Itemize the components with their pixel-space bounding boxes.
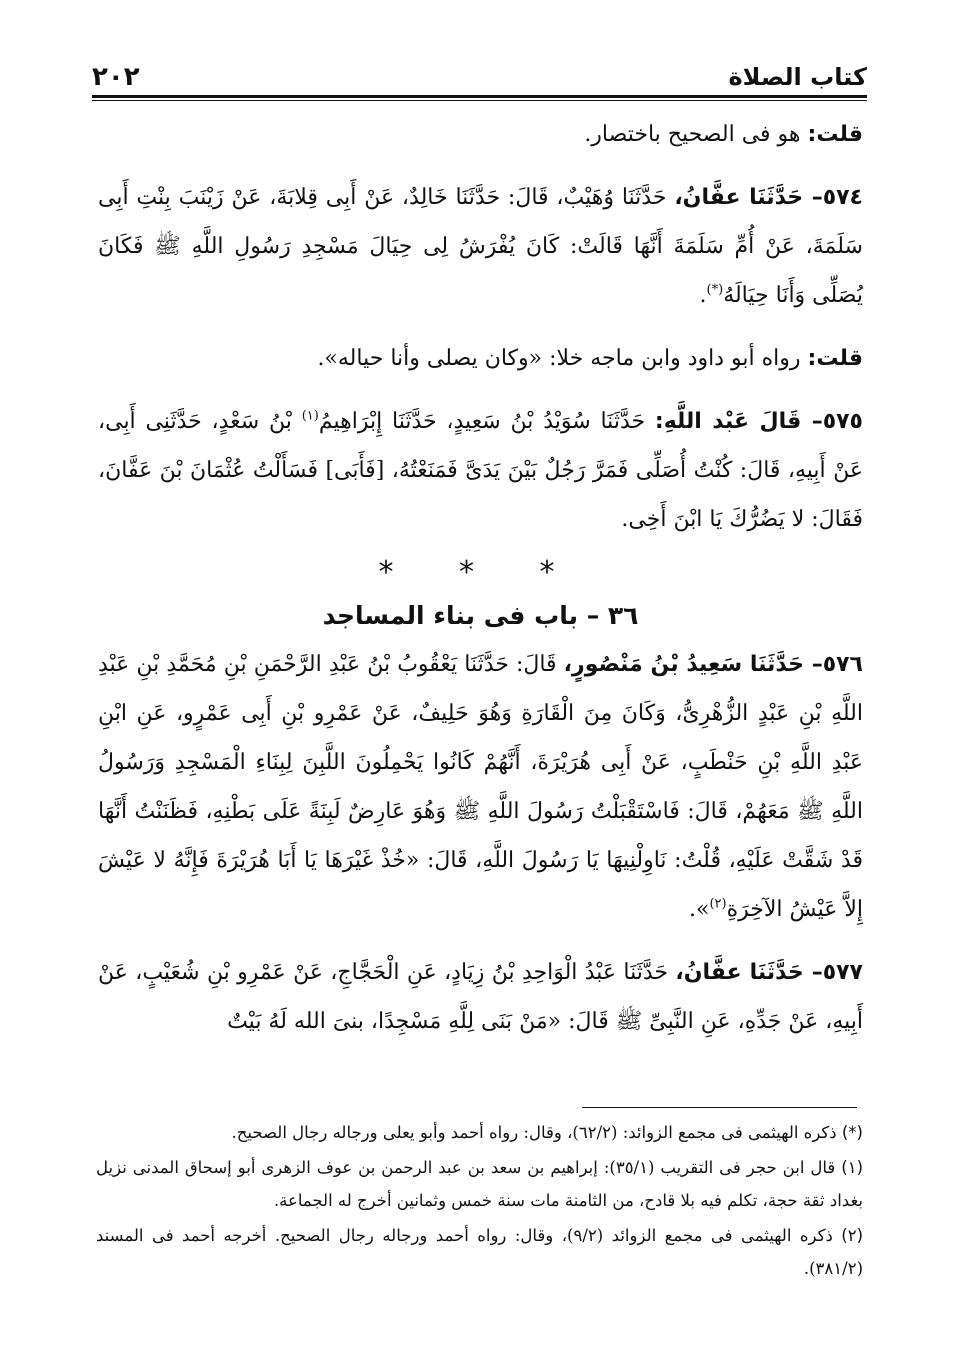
hadith-number: ٥٧٦– حَدَّثَنَا سَعِيدُ بْنُ مَنْصُورٍ، xyxy=(563,652,863,677)
hadith-576 xyxy=(98,640,863,934)
hadith-text: قَالَ: حَدَّثَنَا يَعْقُوبُ بْنُ عَبْدِ الرَّحْمَنِ بْنِ مُحَمَّدِ بْنِ عَبْدِ اللَّهِ بْنِ عَبْدٍ الزُّهْرِىُّ، وَكَانَ مِنَ الْقَارَةِ وَهُوَ حَلِيفٌ، عَنْ عَمْرِو بْنِ أَبِى عَمْرٍو، عَنِ ابْنِ عَبْدِ اللَّهِ بْنِ حَنْطَبٍ، عَنْ أَبِى هُرَيْرَةَ، أَنَّهُمْ كَانُوا يَحْمِلُونَ اللَّبِنَ لِبِنَاءِ الْمَسْجِدِ وَرَسُولُ اللَّهِ ﷺ مَعَهُمْ، قَالَ: فَاسْتَقْبَلْتُ رَسُولَ اللَّهِ ﷺ وَهُوَ عَارِضٌ لَبِنَةً عَلَى بَطْنِهِ، فَظَنَنْتُ أَنَّهَا قَدْ شَقَّتْ عَلَيْهِ، قُلْتُ: نَاوِلْنِيهَا يَا رَسُولَ اللَّهِ، قَالَ: «خُذْ غَيْرَهَا يَا أَبَا هُرَيْرَةَ فَإِنَّهُ لا عَيْشَ إِلاَّ عَيْشُ الآخِرَةِ xyxy=(98,652,863,922)
footnote-1 xyxy=(96,1151,863,1217)
paragraph-note-1 xyxy=(98,110,863,159)
footnote-star xyxy=(96,1116,863,1149)
hadith-575 xyxy=(98,397,863,544)
footnote-mark: (١) xyxy=(841,1158,863,1177)
paragraph-lead: قلت: xyxy=(807,122,863,147)
footnote-marker: (٢) xyxy=(709,896,727,912)
section-separator: * * * xyxy=(378,555,583,590)
main-text xyxy=(98,110,863,1060)
hadith-number: ٥٧٤– حَدَّثَنَا عفَّانُ، xyxy=(674,185,863,210)
hadith-text: حَدَّثَنَا عَبْدُ الْوَاحِدِ بْنُ زِيَادٍ، عَنِ الْحَجَّاجِ، عَنْ عَمْرِو بْنِ شُعَيْبٍ، عَنْ أَبِيهِ، عَنْ جَدِّهِ، عَنِ النَّبِىِّ ﷺ قَالَ: «مَنْ بَنَى لِلَّهِ مَسْجِدًا، بنىَ الله لَهُ بَيْتٌ xyxy=(98,960,863,1034)
footnote-marker: (*) xyxy=(706,282,724,298)
page-header xyxy=(92,52,867,92)
book-title: كتاب الصلاة xyxy=(728,63,867,91)
hadith-text-continued: بْنُ سَعْدٍ، حَدَّثَنِى أَبِى، عَنْ أَبِيهِ، قَالَ: كُنْتُ أُصَلِّى فَمَرَّ رَجُلٌ بَيْنَ يَدَىَّ فَمَنَعْتُهُ، [فَأَبَى] فَسَأَلْتُ عُثْمَانَ بْنَ عَفَّانَ، فَقَالَ: لا يَضُرُّكَ يَا ابْنَ أَخِى. xyxy=(98,409,863,532)
hadith-end: . xyxy=(699,283,707,308)
hadith-574 xyxy=(98,173,863,320)
footnote-text: قال ابن حجر فى التقريب (٣٥/١): إبراهيم بن سعد بن عبد الرحمن بن عوف الزهرى أبو إسحاق المدنى نزيل بغداد ثقة حجة، تكلم فيه بلا قادح، من الثامنة مات سنة خمس وثمانين أخرج له الجماعة. xyxy=(96,1158,863,1210)
paragraph-lead: قلت: xyxy=(807,346,863,371)
footnote-mark: (٢) xyxy=(841,1226,863,1245)
hadith-text: حَدَّثَنَا وُهَيْبٌ، قَالَ: حَدَّثَنَا خَالِدٌ، عَنْ أَبِى قِلابَةَ، عَنْ زَيْنَبَ بِنْتِ أَبِى سَلَمَةَ، عَنْ أُمِّ سَلَمَةَ أَنَّهَا قَالَتْ: كَانَ يُفْرَشُ لِى حِيَالَ مَسْجِدِ رَسُولِ اللَّهِ ﷺ فَكَانَ يُصَلِّى وَأَنَا حِيَالَهُ xyxy=(98,185,863,308)
footnote-text: ذكره الهيثمى فى مجمع الزوائد: (٦٢/٢)، وقال: رواه أحمد وأبو يعلى ورجاله رجال الصحيح. xyxy=(231,1123,842,1142)
hadith-577 xyxy=(98,948,863,1046)
header-rule xyxy=(92,95,867,101)
paragraph-text: رواه أبو داود وابن ماجه خلا: «وكان يصلى وأنا حياله». xyxy=(317,346,808,371)
footnote-text: ذكره الهيثمى فى مجمع الزوائد (٩/٢)، وقال: رواه أحمد ورجاله رجال الصحيح. أخرجه أحمد فى المسند (٣٨١/٢). xyxy=(96,1226,863,1278)
page-number: ٢٠٢ xyxy=(92,62,140,92)
hadith-number: ٥٧٥– قَالَ عَبْد اللَّهِ: xyxy=(654,409,863,434)
hadith-end: ». xyxy=(689,897,710,922)
footnote-mark: (*) xyxy=(841,1123,863,1142)
paragraph-text: هو فى الصحيح باختصار. xyxy=(584,122,808,147)
chapter-heading: ٣٦ – باب فى بناء المساجد xyxy=(322,601,639,630)
footnote-rule xyxy=(582,1107,857,1108)
footnote-2 xyxy=(96,1219,863,1285)
paragraph-note-2 xyxy=(98,334,863,383)
footnote-marker: (١) xyxy=(301,408,319,424)
hadith-text: حَدَّثَنَا سُوَيْدُ بْنُ سَعِيدٍ، حَدَّثَنَا إِبْرَاهِيمُ xyxy=(318,409,655,434)
hadith-number: ٥٧٧– حَدَّثَنَا عفَّانُ، xyxy=(675,960,863,985)
footnotes xyxy=(96,1116,863,1287)
